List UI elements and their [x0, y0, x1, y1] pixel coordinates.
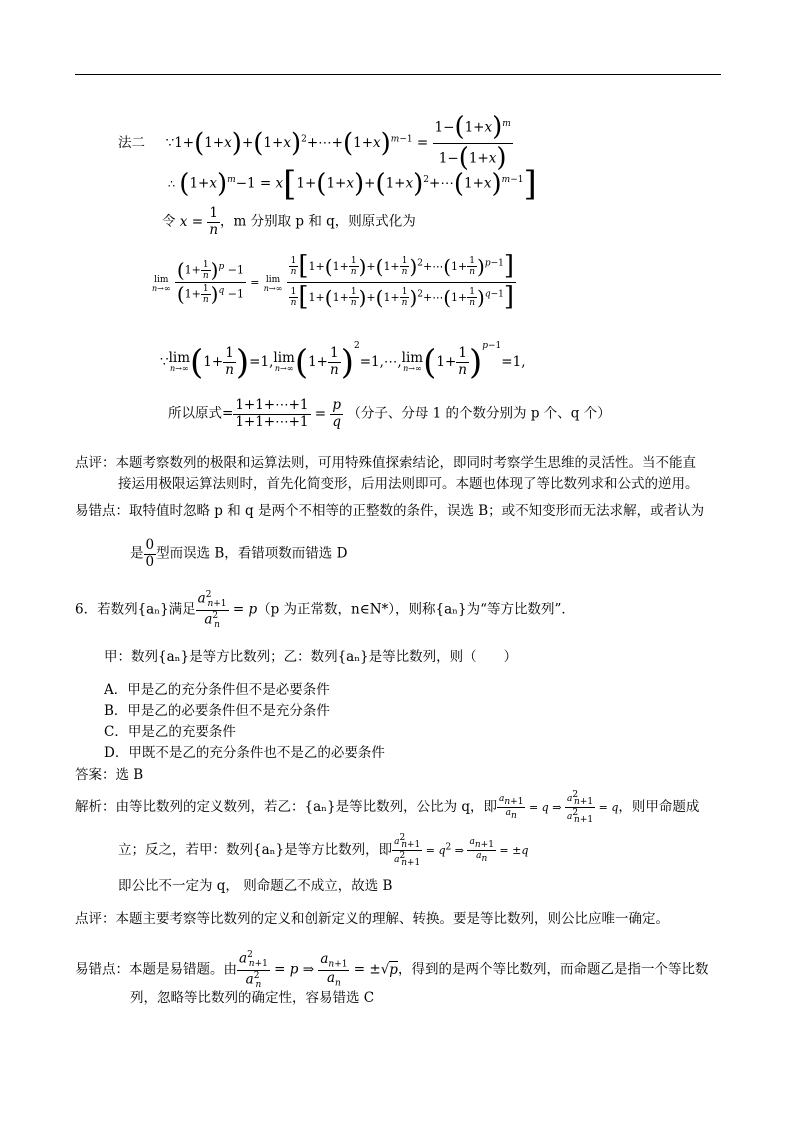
pitfall2-line2: 列，忽略等比数列的确定性，容易错选 C [130, 990, 375, 1006]
because-symbol: ∵ [165, 134, 175, 151]
method2-sum-line [118, 113, 513, 174]
analysis-line2: 立；反之，若甲：数列{aₙ}是等方比数列，即 $\frac{a^2_{n+1}}{a^2_{n+1}}$ = $q^2$ ⇒ $\frac{a_{n+1}}{a_n}$ = ±q [118, 833, 529, 868]
substitute-prefix: 令 [162, 213, 176, 230]
substitution-line: 令 x = $\frac{1}{n}$ ，m 分别取 p 和 q，则原式化为 [162, 205, 416, 238]
analysis-label: 解析： [75, 799, 116, 816]
problem6-question: 甲：数列{aₙ}是等方比数列；乙：数列{aₙ}是等比数列，则（ ） [104, 649, 518, 665]
pitfall2-label: 易错点： [75, 961, 129, 978]
comment1-line1: 点评：本题考察数列的极限和运算法则，可用特殊值探索结论，即同时考察学生思维的灵活性。当不能直 [75, 455, 696, 471]
header-rule [75, 74, 721, 75]
pitfall2-line1: 易错点：本题是易错题。由 $\frac{a^2_{n+1}}{a^2_n}$ = p ⇒ $\frac{a_{n+1}}{a_n}$ = ±√p，得到的是两个等比数列，而命题乙是指一个等比数 [75, 950, 709, 990]
method2-label: 法二 [118, 134, 145, 151]
comment2-line: 点评：本题主要考察等比数列的定义和创新定义的理解、转换。要是等比数列，则公比应唯一确定。 [75, 911, 669, 927]
option-c: C．甲是乙的充要条件 [104, 724, 236, 740]
problem6-stem: 6．若数列{aₙ}满足 $\frac{a^2_{n+1}}{a^2_n}$ = p（p 为正常数，n∈N*），则称{aₙ}为“等方比数列”． [75, 590, 575, 630]
option-a: A．甲是乙的充分条件但不是必要条件 [104, 682, 330, 698]
limits-line: ∵lim n→∞ (1+ $\frac{1}{n}$ )=1,lim n→∞ (1+ $\frac{1}{n}$ )$^2$=1,⋯,lim n→∞ (1+ $\frac{1}{n}$ )$^{p-1}$=1, [160, 341, 526, 383]
comment1-label: 点评： [75, 455, 116, 471]
answer-line: 答案：选 B [75, 767, 144, 783]
therefore-symbol: ∴ [168, 177, 175, 191]
problem6-number: 6． [75, 601, 98, 618]
result-denominator: 1+1+⋯+1 [235, 413, 309, 430]
result-prefix: 所以原式= [168, 405, 234, 422]
identity-line: ∴ $(1+x)^m-1$ = $x[1+(1+x)+(1+x)^2+\cdots(1+x)^{m-1}]$ [168, 164, 537, 204]
pitfall1-label: 易错点： [75, 503, 129, 519]
analysis-line3: 即公比不一定为 q， 则命题乙不成立，故选 B [118, 878, 393, 894]
comment2-label: 点评： [75, 911, 116, 927]
geometric-sum-lhs: $1+(1+x)+(1+x)^2+\cdots+(1+x)^{m-1}$ = [174, 128, 433, 159]
option-d: D．甲既不是乙的充分条件也不是乙的必要条件 [104, 745, 385, 761]
result-line: 所以原式= $\frac{1+1+\cdots+1}{1+1+\cdots+1}$ = $\frac{p}{q}$ （分子、分母 1 的个数分别为 p 个、q 个） [168, 397, 611, 430]
pitfall1-line2: 是 $\frac{0}{0}$ 型而误选 B，看错项数而错选 D [130, 537, 348, 570]
substitute-text: ，m 分别取 p 和 q，则原式化为 [220, 213, 416, 230]
comment1-line2: 接运用极限运算法则时，首先化简变形，后用法则即可。本题也体现了等比数列求和公式的逆用。 [118, 476, 699, 492]
pitfall1-line1: 易错点：取特值时忽略 p 和 q 是两个不相等的正整数的条件，误选 B；或不知变形而无法求解，或者认为 [75, 503, 705, 519]
limit-expression: lim n→∞ (1+ $\frac{1}{n}$ )$^p$ −1 (1+ $\frac{1}{n}$ )$^q$ −1 = lim n→∞ $\frac{1}{n}$ [1+(1+ $\frac{1}{n}$ )+(1+ $\frac{1}{n}$ )$^2$+⋯(1+ $\frac{1}{n}$ )$^{p-1}$] $\frac{1}{n}$ [1+(1+ $\frac{1}{n}$ )+(1+ $\frac{1}{n}$ )$^2$+⋯(1+ $\frac{1}{n}$ )$^{q-1}$] [152, 251, 515, 312]
result-numerator: 1+1+⋯+1 [235, 397, 309, 413]
result-note: （分子、分母 1 的个数分别为 p 个、q 个） [347, 405, 611, 422]
analysis-line1: 解析：由等比数列的定义数列，若乙：{aₙ}是等比数列，公比为 q，即 $\frac{a_{n+1}}{a_n}$ = q ⇒ $\frac{a^2_{n+1}}{a^2_{n+1}}$ = q，则甲命题成 [75, 790, 700, 825]
geometric-sum-rhs: $\frac{1-(1+x)^m}{1-(1+x)}$ [434, 112, 511, 173]
option-b: B．甲是乙的必要条件但不是充分条件 [104, 703, 330, 719]
